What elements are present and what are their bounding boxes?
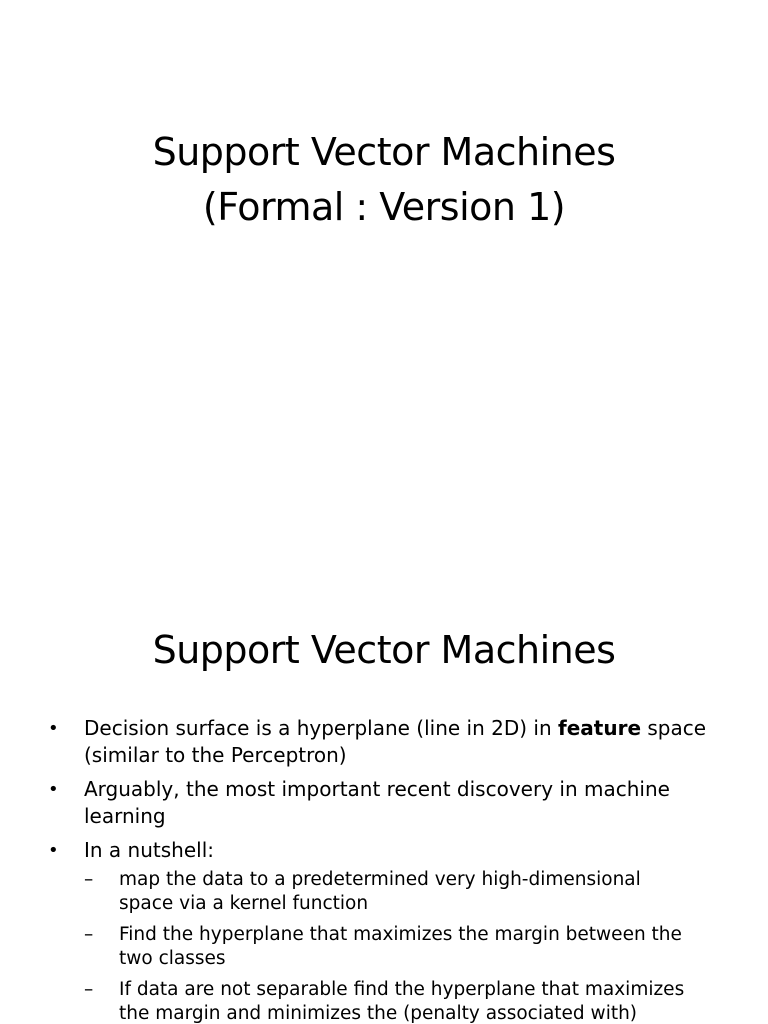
bullet-marker: • — [48, 718, 59, 739]
bullet-bold-term: feature — [558, 716, 642, 740]
slide-1-title-line-2: (Formal : Version 1) — [202, 185, 566, 229]
bullet-text: In a nutshell: — [84, 838, 214, 862]
sub-bullet-item — [0, 868, 738, 916]
bullet-text: Arguably, the most important recent discovery in machine learning — [84, 777, 670, 828]
slide-1-title — [0, 125, 768, 235]
bullet-marker: • — [48, 779, 59, 800]
bullet-marker: • — [48, 840, 59, 861]
sub-bullet-text: If data are not separable find the hyperplane that maximizes the margin and minimizes the (penalty associated with) — [119, 979, 685, 1024]
dash-marker: – — [84, 869, 94, 890]
bullet-list — [0, 715, 768, 1024]
sub-bullet-item — [0, 978, 738, 1024]
sub-bullet-text: Find the hyperplane that maximizes the margin between the two classes — [119, 924, 682, 969]
dash-marker: – — [84, 979, 94, 1000]
dash-marker: – — [84, 924, 94, 945]
sub-bullet-item — [0, 923, 738, 971]
slide-1-title-line-1: Support Vector Machines — [152, 130, 616, 174]
sub-bullet-text: map the data to a predetermined very high-dimensional space via a kernel function — [119, 869, 641, 914]
sub-bullet-list — [84, 868, 738, 1024]
bullet-item — [0, 837, 768, 1024]
slide-2-title: Support Vector Machines — [152, 628, 616, 672]
bullet-item — [0, 715, 768, 769]
bullet-item — [0, 776, 768, 830]
slide-content-page — [0, 576, 768, 1024]
bullet-text-start: Decision surface is a hyperplane (line in 2D) in — [84, 716, 559, 740]
bullet-text-end: space (similar to the Perceptron) — [84, 716, 707, 767]
